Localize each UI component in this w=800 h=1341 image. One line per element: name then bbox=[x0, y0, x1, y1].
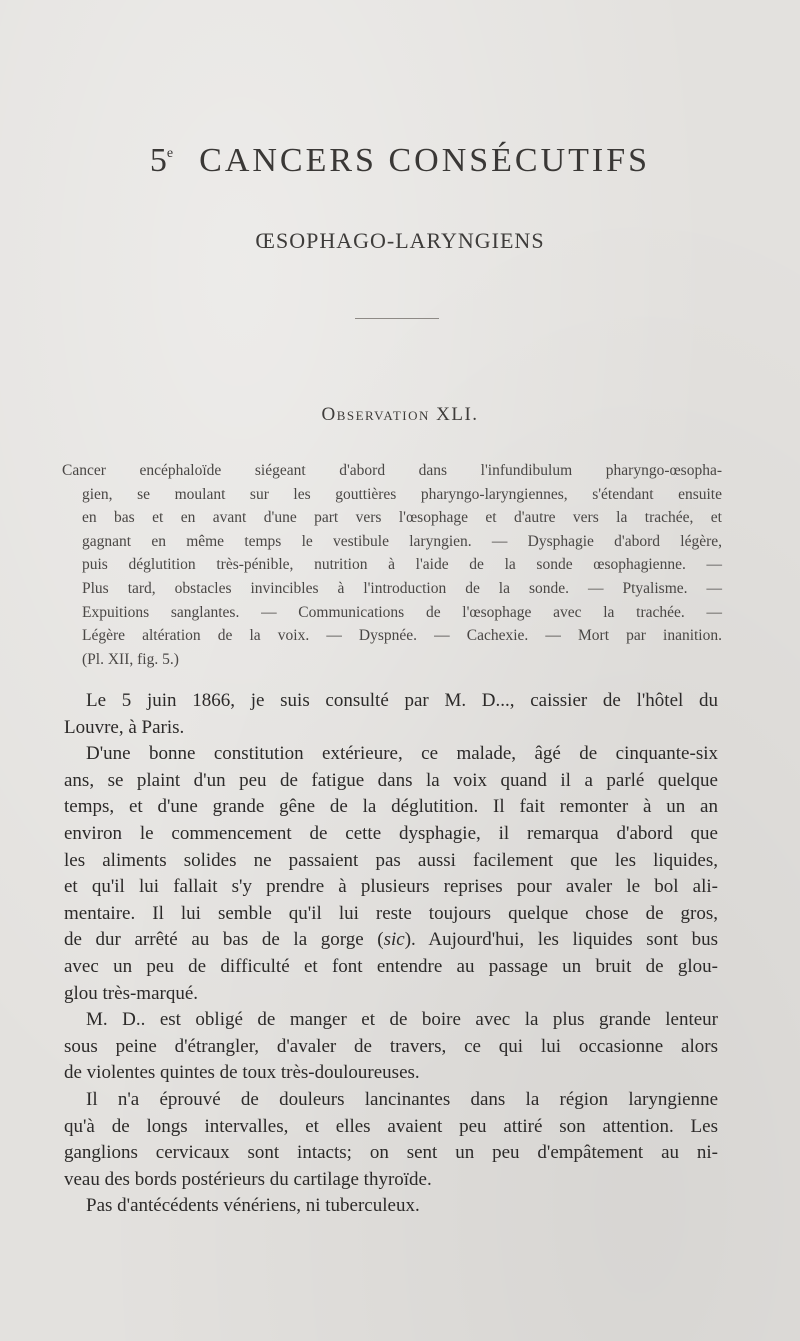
summary-line: gien, se moulant sur les gouttières pharyngo-laryngiennes, s'étendant ensuite bbox=[82, 485, 722, 503]
summary-line: Plus tard, obstacles invincibles à l'introduction de la sonde. — Ptyalisme. — bbox=[82, 579, 722, 597]
summary-line: gagnant en même temps le vestibule laryngien. — Dysphagie d'abord légère, bbox=[82, 532, 722, 550]
body-line: qu'à de longs intervalles, et elles avaient peu attiré son attention. Les bbox=[64, 1115, 718, 1137]
section-title bbox=[0, 142, 800, 180]
summary-line: puis déglutition très-pénible, nutrition à l'aide de la sonde œsophagienne. — bbox=[82, 556, 722, 574]
observation-body bbox=[64, 688, 718, 1220]
body-line: Le 5 juin 1866, je suis consulté par M. D..., caissier de l'hôtel du bbox=[86, 690, 718, 711]
body-line: Il n'a éprouvé de douleurs lancinantes dans la région laryngienne bbox=[86, 1088, 718, 1110]
paragraph bbox=[64, 688, 718, 741]
body-line: Louvre, à Paris. bbox=[64, 716, 185, 738]
paragraph bbox=[64, 1193, 718, 1220]
summary-line: (Pl. XII, fig. 5.) bbox=[82, 650, 179, 668]
body-line: D'une bonne constitution extérieure, ce malade, âgé de cinquante-six bbox=[86, 743, 718, 765]
summary-line: en bas et en avant d'une part vers l'œsophage et d'autre vers la trachée, et bbox=[82, 509, 722, 527]
section-title-text: CANCERS CONSÉCUTIFS bbox=[199, 142, 651, 179]
summary-line: Cancer encéphaloïde siégeant d'abord dans l'infundibulum pharyngo-œsopha- bbox=[62, 462, 722, 479]
section-number: 5 bbox=[149, 142, 167, 179]
body-line: temps, et d'une grande gêne de la déglutition. Il fait remonter à un an bbox=[64, 796, 718, 818]
observation-heading: Observation XLI. bbox=[321, 404, 479, 425]
paragraph bbox=[64, 741, 718, 1007]
section-number-superscript: e bbox=[166, 146, 177, 161]
summary-line: Expuitions sanglantes. — Communications de l'œsophage avec la trachée. — bbox=[82, 603, 722, 621]
sic-emphasis: sic bbox=[383, 929, 405, 951]
section-divider bbox=[355, 318, 439, 319]
body-line: et qu'il lui fallait s'y prendre à plusieurs reprises pour avaler le bol ali- bbox=[64, 876, 718, 898]
body-line: ganglions cervicaux sont intacts; on sent un peu d'empâtement au ni- bbox=[64, 1142, 718, 1164]
observation-summary bbox=[62, 459, 722, 671]
body-line: M. D.. est obligé de manger et de boire avec la plus grande lenteur bbox=[86, 1009, 718, 1031]
body-line: de dur arrêté au bas de la gorge (sic). Aujourd'hui, les liquides sont bus bbox=[64, 929, 718, 951]
paragraph bbox=[64, 1007, 718, 1087]
body-line: Pas d'antécédents vénériens, ni tuberculeux. bbox=[86, 1195, 420, 1217]
body-line: avec un peu de difficulté et font entendre au passage un bruit de glou- bbox=[64, 955, 718, 977]
body-line: sous peine d'étrangler, d'avaler de travers, ce qui lui occasionne alors bbox=[64, 1035, 718, 1057]
section-subtitle: ŒSOPHAGO-LARYNGIENS bbox=[255, 228, 545, 253]
body-line: mentaire. Il lui semble qu'il lui reste toujours quelque chose de gros, bbox=[64, 902, 718, 924]
paragraph bbox=[64, 1087, 718, 1193]
body-line: glou très-marqué. bbox=[64, 982, 199, 1004]
body-line: environ le commencement de cette dysphagie, il remarqua d'abord que bbox=[64, 822, 718, 844]
body-line: veau des bords postérieurs du cartilage thyroïde. bbox=[64, 1168, 432, 1190]
body-line: les aliments solides ne passaient pas aussi facilement que les liquides, bbox=[64, 849, 718, 871]
summary-line: Légère altération de la voix. — Dyspnée. — Cachexie. — Mort par inanition. bbox=[82, 627, 722, 645]
body-line: ans, se plaint d'un peu de fatigue dans la voix quand il a parlé quelque bbox=[64, 769, 718, 791]
body-line: de violentes quintes de toux très-douloureuses. bbox=[64, 1062, 420, 1084]
